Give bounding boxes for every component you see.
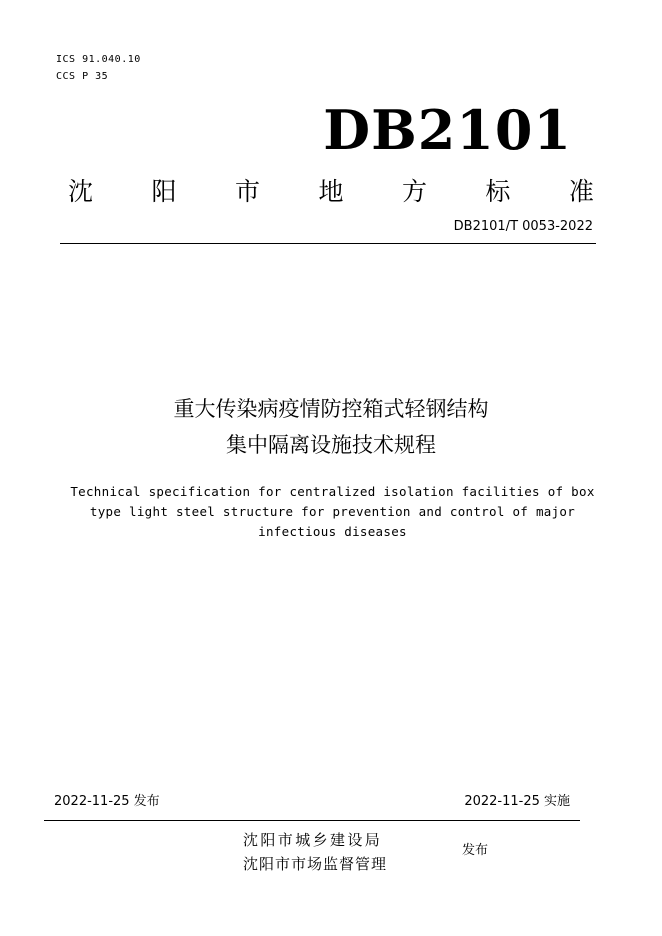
- standard-type-char: 方: [401, 177, 427, 206]
- issue-date: 2022-11-25 发布: [54, 794, 160, 809]
- standard-type-char: 沈: [68, 177, 94, 206]
- standard-type-char: 标: [485, 177, 511, 206]
- standard-type-char: 准: [568, 177, 594, 206]
- standard-type-heading: [68, 175, 594, 209]
- ccs-code: CCS P 35: [56, 71, 109, 82]
- chinese-title-line: 重大传染病疫情防控箱式轻钢结构: [173, 397, 489, 421]
- standard-type-char: 阳: [151, 177, 177, 206]
- issuer-name: 沈阳市市场监督管理: [243, 855, 388, 873]
- publish-label: 发布: [462, 843, 489, 858]
- chinese-title: [0, 391, 662, 463]
- issuing-authorities: [243, 828, 387, 876]
- chinese-title-line: 集中隔离设施技术规程: [226, 433, 436, 457]
- top-divider: [60, 243, 596, 244]
- bottom-divider: [44, 820, 580, 821]
- issuer-name: 沈阳市城乡建设局: [243, 831, 383, 849]
- classification-codes: [56, 51, 141, 85]
- english-title-line: type light steel structure for prevention and control of major: [89, 504, 576, 519]
- english-title-line: Technical specification for centralized isolation facilities of box: [70, 484, 595, 499]
- standard-prefix-logo: DB2101: [323, 98, 572, 162]
- implementation-date: 2022-11-25 实施: [464, 794, 570, 809]
- standard-number: DB2101/T 0053-2022: [453, 219, 593, 234]
- ics-code: ICS 91.040.10: [56, 54, 141, 65]
- standard-type-char: 市: [234, 177, 260, 206]
- english-title-line: infectious diseases: [258, 524, 407, 539]
- standard-type-char: 地: [318, 177, 344, 206]
- english-title: [60, 482, 605, 542]
